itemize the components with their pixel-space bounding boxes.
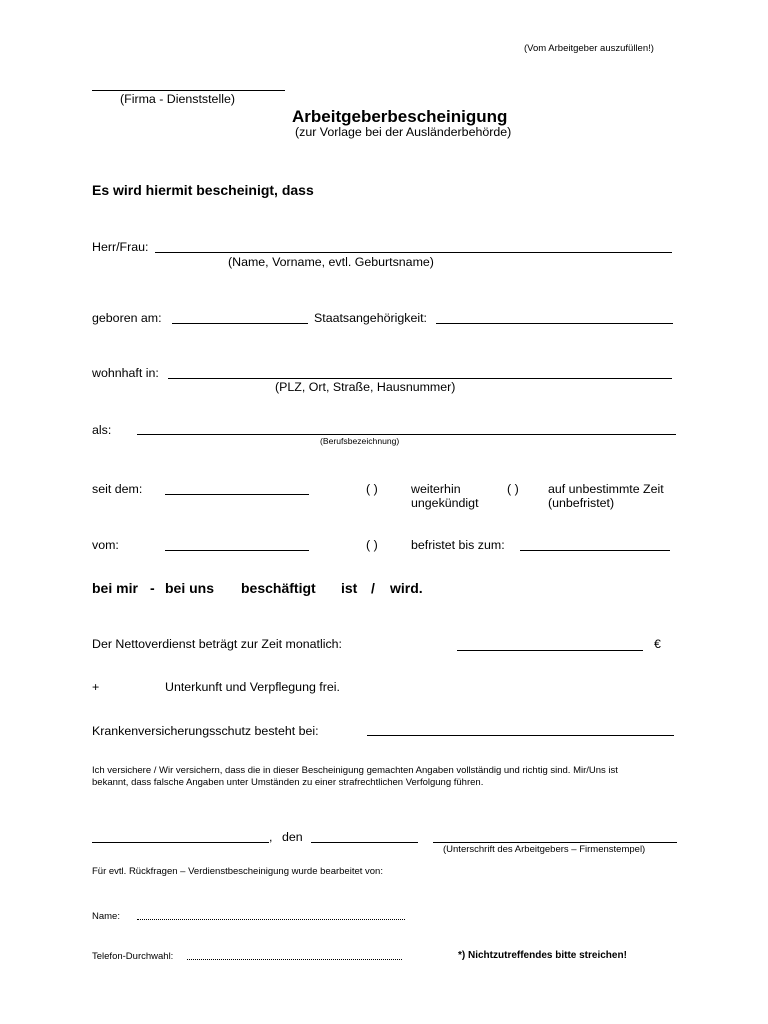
contact-name-field[interactable] [137,919,405,920]
place-field[interactable] [92,842,269,843]
company-label: (Firma - Dienststelle) [120,92,235,106]
birthdate-field[interactable] [172,323,308,324]
checkbox-unlimited[interactable]: ( ) [366,482,378,496]
intro-heading: Es wird hiermit bescheinigt, dass [92,182,314,198]
employment-sep2: / [371,580,375,596]
comma: , [269,830,273,844]
telefon-field[interactable] [187,959,402,960]
employment-ist[interactable]: ist [341,580,358,596]
weiterhin-line1: weiterhin [411,482,461,496]
employment-sep1: - [150,580,155,596]
employment-bei-mir[interactable]: bei mir [92,580,138,596]
date-field[interactable] [311,842,418,843]
signature-caption: (Unterschrift des Arbeitgebers – Firmenstempel) [443,844,646,855]
page-subtitle: (zur Vorlage bei der Ausländerbehörde) [295,125,512,139]
fixed-term-label: befristet bis zum: [411,538,505,552]
weiterhin-line2: ungekündigt [411,496,479,510]
permanent-line2: (unbefristet) [548,496,615,510]
from-field[interactable] [165,550,309,551]
board-text: Unterkunft und Verpflegung frei. [165,680,340,694]
residence-field[interactable] [168,378,672,379]
company-line[interactable] [92,90,285,91]
plus-sign: + [92,680,100,694]
telefon-label: Telefon-Durchwahl: [92,951,174,962]
name-hint: (Name, Vorname, evtl. Geburtsname) [228,255,434,269]
signature-field[interactable] [433,842,677,843]
employment-beschaeftigt: beschäftigt [241,580,316,596]
nationality-field[interactable] [436,323,673,324]
checkbox-fixed-term[interactable]: ( ) [366,538,378,552]
insurance-field[interactable] [367,735,674,736]
nationality-label: Staatsangehörigkeit: [314,311,427,325]
name-contact-label: Name: [92,911,120,922]
salary-field[interactable] [457,650,643,651]
herr-frau-label: Herr/Frau: [92,240,149,254]
from-label: vom: [92,538,119,552]
checkbox-permanent[interactable]: ( ) [507,482,519,496]
den-label: den [282,830,303,844]
currency-symbol: € [654,637,661,651]
declaration-line2: bekannt, dass falsche Angaben unter Umständen zu einer strafrechtlichen Verfolgung führen. [92,777,484,788]
residence-hint: (PLZ, Ort, Straße, Hausnummer) [275,380,456,394]
since-field[interactable] [165,494,309,495]
residence-label: wohnhaft in: [92,366,159,380]
since-label: seit dem: [92,482,143,496]
name-field[interactable] [155,252,672,253]
occupation-label: als: [92,423,112,437]
insurance-label: Krankenversicherungsschutz besteht bei: [92,724,319,738]
birthdate-label: geboren am: [92,311,162,325]
employment-wird[interactable]: wird. [390,580,423,596]
rueckfragen-text: Für evtl. Rückfragen – Verdienstbescheinigung wurde bearbeitet von: [92,866,383,877]
salary-label: Der Nettoverdienst beträgt zur Zeit monatlich: [92,637,342,651]
strike-note: *) Nichtzutreffendes bitte streichen! [458,950,627,961]
employer-fill-note: (Vom Arbeitgeber auszufüllen!) [524,43,654,54]
employment-bei-uns[interactable]: bei uns [165,580,215,596]
permanent-line1: auf unbestimmte Zeit [548,482,664,496]
page-title: Arbeitgeberbescheinigung [292,107,508,126]
occupation-field[interactable] [137,434,676,435]
declaration-line1: Ich versichere / Wir versichern, dass die in dieser Bescheinigung gemachten Angaben vollständig und richtig sind. Mir/Uns ist [92,765,618,776]
occupation-hint: (Berufsbezeichnung) [320,436,400,446]
fixed-term-field[interactable] [520,550,670,551]
